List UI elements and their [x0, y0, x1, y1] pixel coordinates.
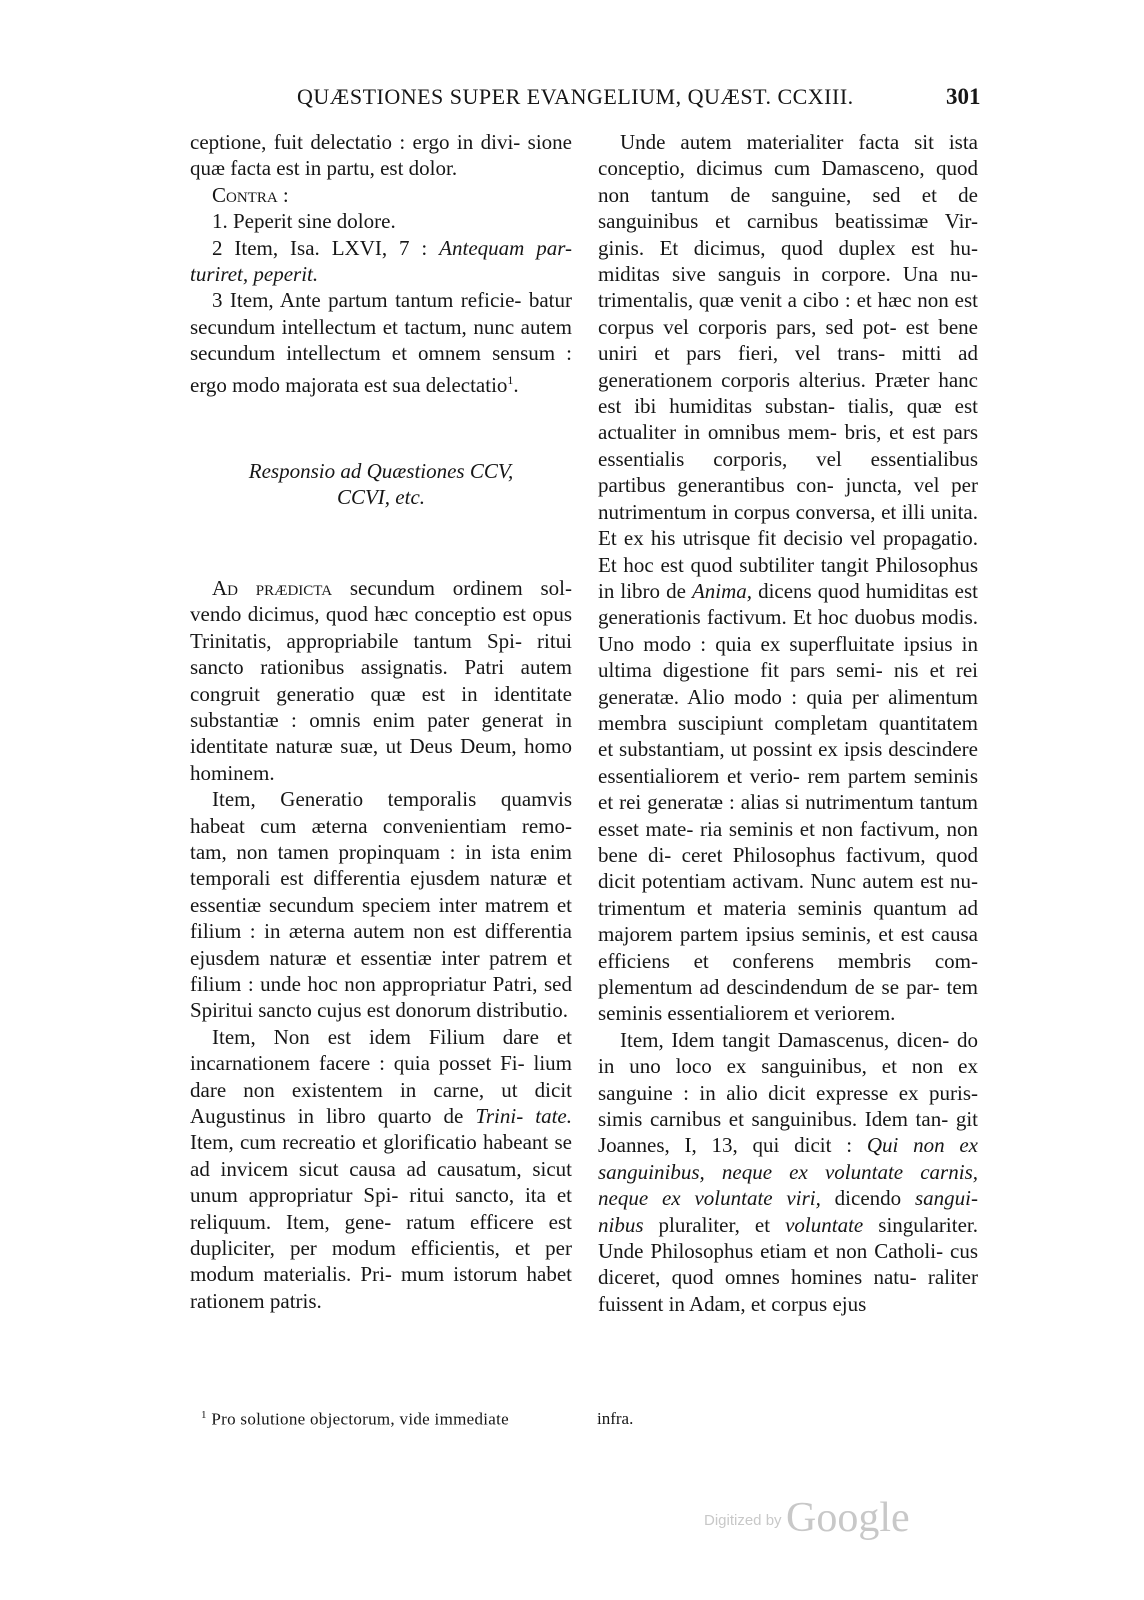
objection-1: 1. Peperit sine dolore. — [212, 209, 396, 234]
damascenus-text-end: singulariter. Unde Philosophus etiam et non Catholi- cus diceret, quod omnes homines natu- raliter fuissent in Adam, et corpus ejus — [598, 1212, 978, 1316]
damascenus-text: Item, Idem tangit Damascenus, dicen- do in uno loco ex sanguinibus, et non ex sanguine : in alio dicit expresse ex puris- simis carnibus et sanguinibus. Idem tan- git Joannes, I, 13, qui dicit : — [598, 1027, 978, 1158]
term-sanguinibus: sangui- nibus — [598, 1186, 978, 1237]
damascenus-paragraph — [598, 1027, 978, 1317]
work-title: Trini- tate. — [475, 1104, 572, 1128]
right-column — [598, 129, 978, 1317]
scripture-quote-joannes: Qui non ex sanguinibus, neque ex voluntate carnis, neque ex voluntate viri, — [598, 1133, 978, 1211]
materialiter-text: Unde autem materialiter facta sit ista conceptio, dicimus cum Damasceno, quod non tantum de sanguine, sed et de sanguinibus et carnibus beatissimæ Vir- ginis. Et dicimus, quod duplex est hu- miditas sive sanguis in corpore. Una nu- trimentalis, quæ venit a cibo : et hæc non est corpus vel corporis pars, sed pot- est bene uniri et pars fieri, vel trans- mitti ad generationem corporis alterius. Præter hanc est ibi humiditas substan- tialis, quæ est actualiter in omnibus mem- bris, et est pars essentialis corporis, vel essentialibus partibus generantibus con- juncta, vel per nutrimentum in corpus conversa, et illi unita. Et ex his utrisque fit decisio vel propagatio. Et hoc est quod subtiliter tangit Philosophus in libro de — [598, 130, 978, 603]
digitized-watermark — [704, 1494, 910, 1542]
watermark-brand: Google — [786, 1495, 910, 1541]
footnote — [201, 1409, 509, 1430]
running-head: QUÆSTIONES SUPER EVANGELIUM, QUÆST. CCXIII. — [297, 84, 854, 109]
materialiter-paragraph — [598, 129, 978, 1027]
footnote-text: Pro solutione objectorum, vide immediate — [206, 1409, 510, 1429]
work-title-anima: Anima, — [691, 578, 753, 603]
damascenus-text-mid-2: pluraliter, et — [643, 1212, 786, 1237]
footnote-continuation: infra. — [597, 1409, 634, 1428]
filium-text-end: Item, cum recreatio et glorificatio habeant se ad invicem sicut causa ad causatum, sicut unum appropriatur Spi- ritui sancto, ita et reliquum. Item, gene- ratum efficere est dupliciter, per modum efficientis, et per modum materialis. Pri- mum istorum habet rationem patris. — [190, 1130, 572, 1313]
objection-3 — [190, 287, 572, 398]
objection-3-text: 3 Item, Ante partum tantum reficie- batur secundum intellectum et tactum, nunc autem secundum intellectum et omnem sensum : ergo modo majorata est sua delectatio — [190, 288, 572, 397]
scripture-quote: Antequam par- turiret, peperit. — [190, 235, 572, 287]
filium-paragraph — [190, 1024, 572, 1314]
section-spacer — [190, 511, 572, 575]
footnote-reference: 1 — [507, 372, 514, 387]
section-heading-line-2: CCVI, etc. — [336, 485, 426, 510]
objection-2 — [190, 235, 572, 288]
section-heading-line-1: Responsio ad Quæstiones CCV, — [248, 459, 514, 484]
watermark-prefix: Digitized by — [704, 1512, 782, 1529]
response-opening: Ad prædicta — [212, 575, 333, 600]
generatio-paragraph: Item, Generatio temporalis quamvis habeat cum æterna convenientiam remo- tam, non tamen propinquam : in ista enim temporali est differentia ejusdem naturæ et essentiæ secundum speciem inter matrem et filium : in æterna autem non est differentia ejusdem naturæ et essentiæ inter patrem et filium : unde hoc non appropriatur Patri, sed Spiritui sancto cujus est donorum distributio. — [190, 787, 572, 1023]
materialiter-text-end: dicens quod humiditas est generationis factivum. Et hoc duobus modis. Uno modo : quia ex superfluitate ipsius in ultima digestione fit pars semi- nis et rei generatæ. Alio modo : quia per alimentum membra suscipiunt completam quantitatem et substantiam, ut possint ex ipsis descindere essentialiorem et verio- rem partem seminis et rei generatæ : alias si nutrimentum tantum esset mate- ria seminis et non factivum, non bene di- ceret Philosophus factivum, quod dicit potentiam activam. Nunc autem est nu- trimentum et materia seminis quantum ad majorem partem ipsius seminis, et est causa efficiens et conferens membris com- plementum ad descindendum de se par- tem seminis essentialiorem et veriorem. — [598, 578, 978, 1026]
objection-3-end: . — [513, 372, 519, 397]
footnote-mark: 1 — [201, 1409, 207, 1421]
response-text: secundum ordinem sol- vendo dicimus, quod hæc conceptio est opus Trinitatis, appropriabile tantum Spi- ritui sancto rationibus assignatis. Patri autem congruit generatio quæ est in identitate substantiæ : omnis enim pater generat in identitate naturæ suæ, ut Deus Deum, homo hominem. — [190, 575, 572, 785]
damascenus-text-mid: dicendo — [820, 1186, 915, 1211]
paragraph-continuation: ceptione, fuit delectatio : ergo in divi- sione quæ facta est in partu, est dolor. — [190, 130, 572, 181]
objection-2-text: 2 Item, Isa. LXVI, 7 : — [212, 235, 440, 260]
term-voluntate: voluntate — [785, 1212, 864, 1237]
section-spacer — [190, 398, 572, 458]
contra-label: Contra : — [212, 182, 289, 207]
filium-text: Item, Non est idem Filium dare et incarnationem facere : quia posset Fi- lium dare non existentem in carne, ut dicit Augustinus in libro quarto de — [190, 1024, 572, 1128]
page-number: 301 — [946, 84, 981, 109]
left-column — [190, 129, 572, 1314]
response-paragraph — [190, 575, 572, 786]
